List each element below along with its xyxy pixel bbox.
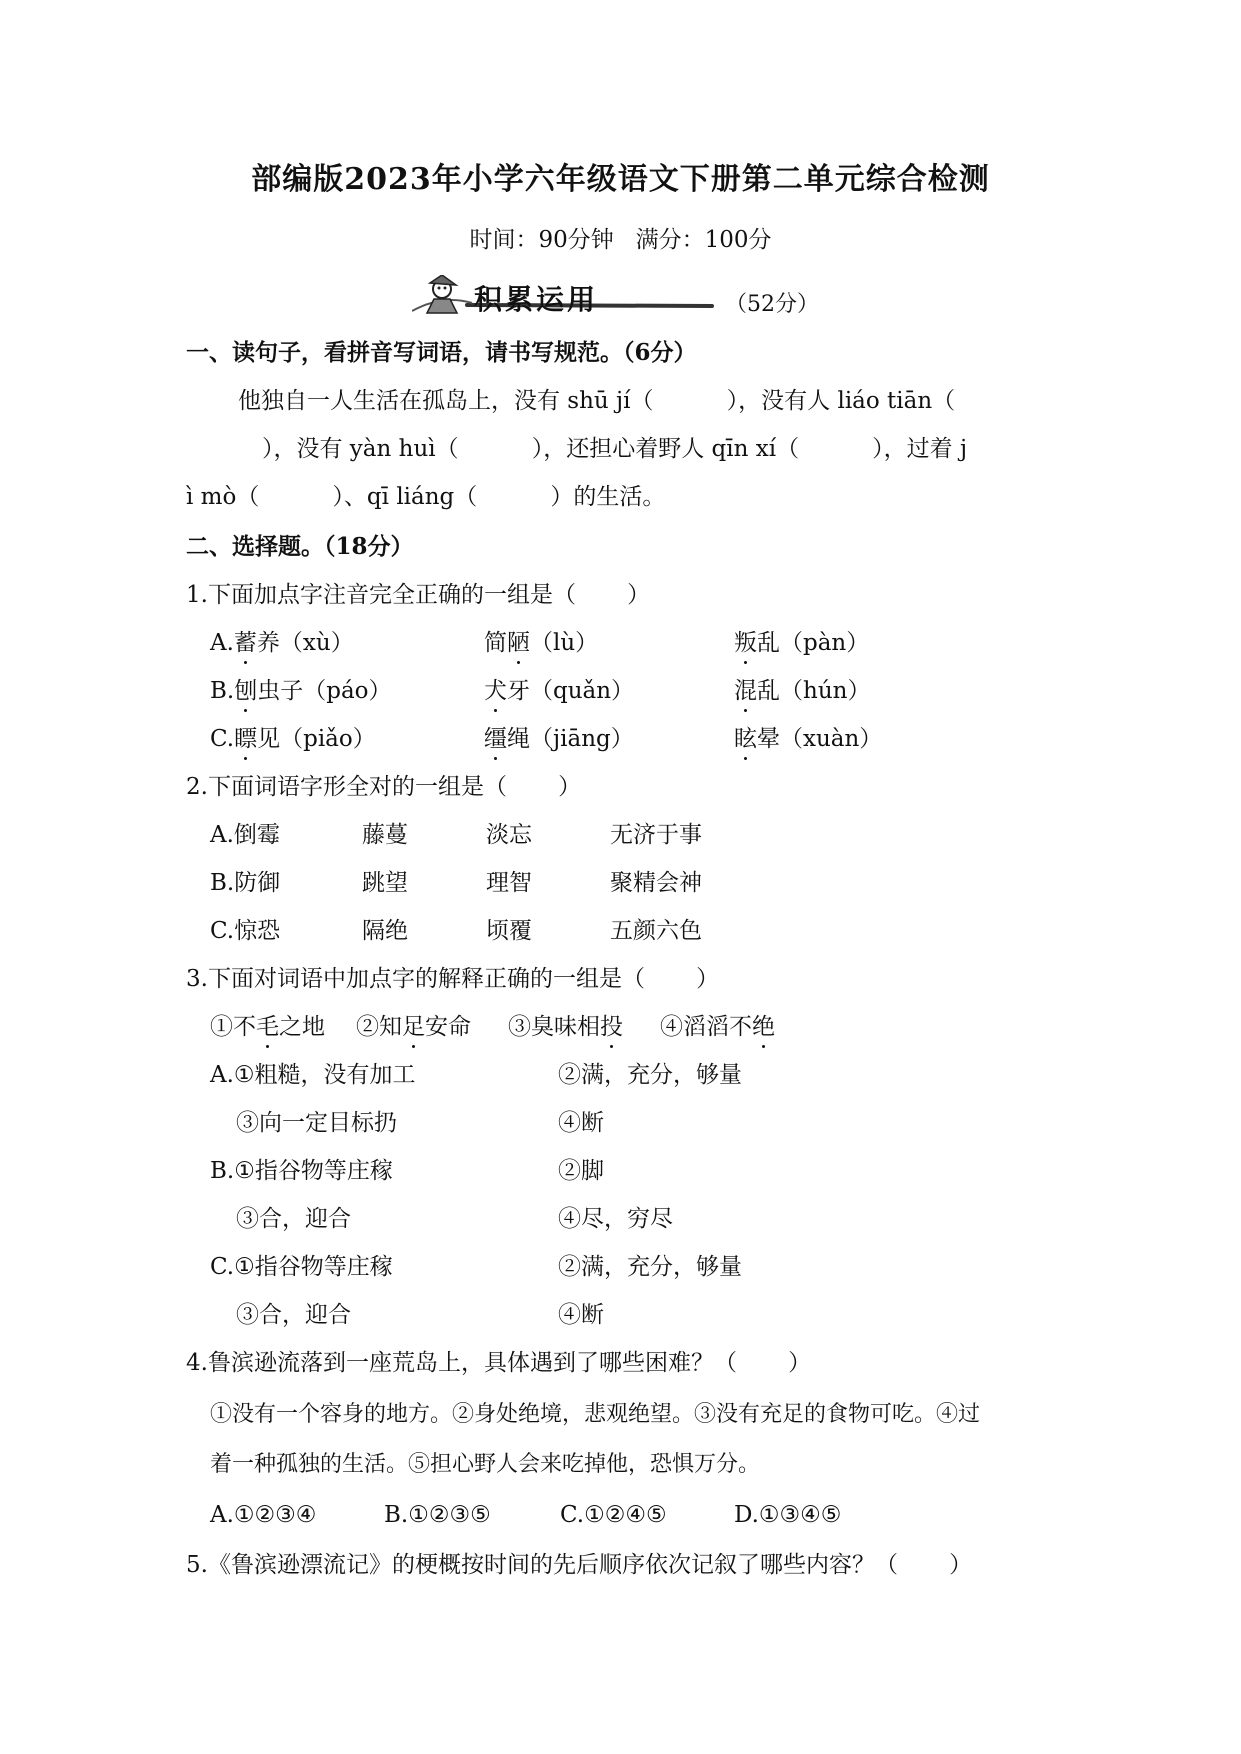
question-1-line: ì mò（ ）、qī liáng（ ）的生活。 xyxy=(186,484,666,510)
idiom-item: ②知足安命 xyxy=(356,1014,471,1040)
answer-option: B.①②③⑤ xyxy=(384,1502,491,1528)
pinyin-option: 简陋（lù） xyxy=(484,630,599,656)
word-option: B.防御 xyxy=(210,870,281,896)
answer-option: D.①③④⑤ xyxy=(734,1502,842,1528)
word-option: 隔绝 xyxy=(362,918,408,944)
meaning-option: ②满，充分，够量 xyxy=(558,1254,742,1280)
pinyin-option: 犬牙（quǎn） xyxy=(484,678,635,704)
meaning-option: ④断 xyxy=(558,1110,604,1136)
subquestion-stem: 1.下面加点字注音完全正确的一组是（ ） xyxy=(186,582,651,608)
section-heading: 积累运用 xyxy=(474,283,599,316)
meaning-option: ②脚 xyxy=(558,1158,604,1184)
subquestion-stem: 3.下面对词语中加点字的解释正确的一组是（ ） xyxy=(186,966,720,992)
meaning-option: ③合，迎合 xyxy=(236,1302,351,1328)
word-option: A.倒霉 xyxy=(210,822,280,848)
pinyin-option: 叛乱（pàn） xyxy=(734,630,870,656)
idiom-item: ④滔滔不绝 xyxy=(660,1014,775,1040)
meaning-option: ③向一定目标扔 xyxy=(236,1110,397,1136)
cartoon-figure-icon xyxy=(427,275,457,313)
subquestion-stem: 5.《鲁滨逊漂流记》的梗概按时间的先后顺序依次记叙了哪些内容？（ ） xyxy=(186,1552,973,1578)
meaning-option: ④尽，穷尽 xyxy=(558,1206,673,1232)
pinyin-option: 缰绳（jiāng） xyxy=(484,726,634,752)
question-4-text: 着一种孤独的生活。⑤担心野人会来吃掉他，恐惧万分。 xyxy=(210,1452,761,1477)
pinyin-option: 眩晕（xuàn） xyxy=(734,726,883,752)
meaning-option: ③合，迎合 xyxy=(236,1206,351,1232)
question-4-text: ①没有一个容身的地方。②身处绝境，悲观绝望。③没有充足的食物可吃。④过 xyxy=(210,1402,981,1427)
word-option: 淡忘 xyxy=(486,822,532,848)
idiom-item: ③臭味相投 xyxy=(508,1014,623,1040)
idiom-item: ①不毛之地 xyxy=(210,1014,325,1040)
answer-option: A.①②③④ xyxy=(210,1502,317,1528)
pinyin-option: C.瞟见（piǎo） xyxy=(210,726,376,752)
subquestion-stem: 2.下面词语字形全对的一组是（ ） xyxy=(186,774,582,800)
word-option: 五颜六色 xyxy=(610,918,702,944)
meaning-option: C.①指谷物等庄稼 xyxy=(210,1254,393,1280)
page-title: 部编版2023年小学六年级语文下册第二单元综合检测 xyxy=(251,162,990,197)
question-heading-2: 二、选择题。（18分） xyxy=(186,533,414,560)
pinyin-option: A.蓄养（xù） xyxy=(210,630,354,656)
meaning-option: B.①指谷物等庄稼 xyxy=(210,1158,393,1184)
word-option: C.惊恐 xyxy=(210,918,281,944)
word-option: 聚精会神 xyxy=(610,870,702,896)
page-subtitle: 时间：90分钟 满分：100分 xyxy=(469,227,772,253)
section-score: （52分） xyxy=(725,292,819,317)
word-option: 理智 xyxy=(486,870,532,896)
pinyin-option: B.刨虫子（páo） xyxy=(210,678,392,704)
word-option: 顷覆 xyxy=(486,918,532,944)
question-1-line: ），没有 yàn huì（ ），还担心着野人 qīn xí（ ），过着 j xyxy=(262,436,968,462)
word-option: 跳望 xyxy=(362,870,408,896)
subquestion-stem: 4.鲁滨逊流落到一座荒岛上，具体遇到了哪些困难？（ ） xyxy=(186,1350,812,1376)
word-option: 无济于事 xyxy=(610,822,702,848)
pinyin-option: 混乱（hún） xyxy=(734,678,871,704)
word-option: 藤蔓 xyxy=(362,822,408,848)
meaning-option: ④断 xyxy=(558,1302,604,1328)
meaning-option: A.①粗糙，没有加工 xyxy=(210,1062,416,1088)
answer-option: C.①②④⑤ xyxy=(560,1502,667,1528)
question-1-line: 他独自一人生活在孤岛上，没有 shū jí（ ），没有人 liáo tiān（ xyxy=(238,388,956,414)
meaning-option: ②满，充分，够量 xyxy=(558,1062,742,1088)
question-heading-1: 一、读句子，看拼音写词语，请书写规范。（6分） xyxy=(186,339,697,366)
